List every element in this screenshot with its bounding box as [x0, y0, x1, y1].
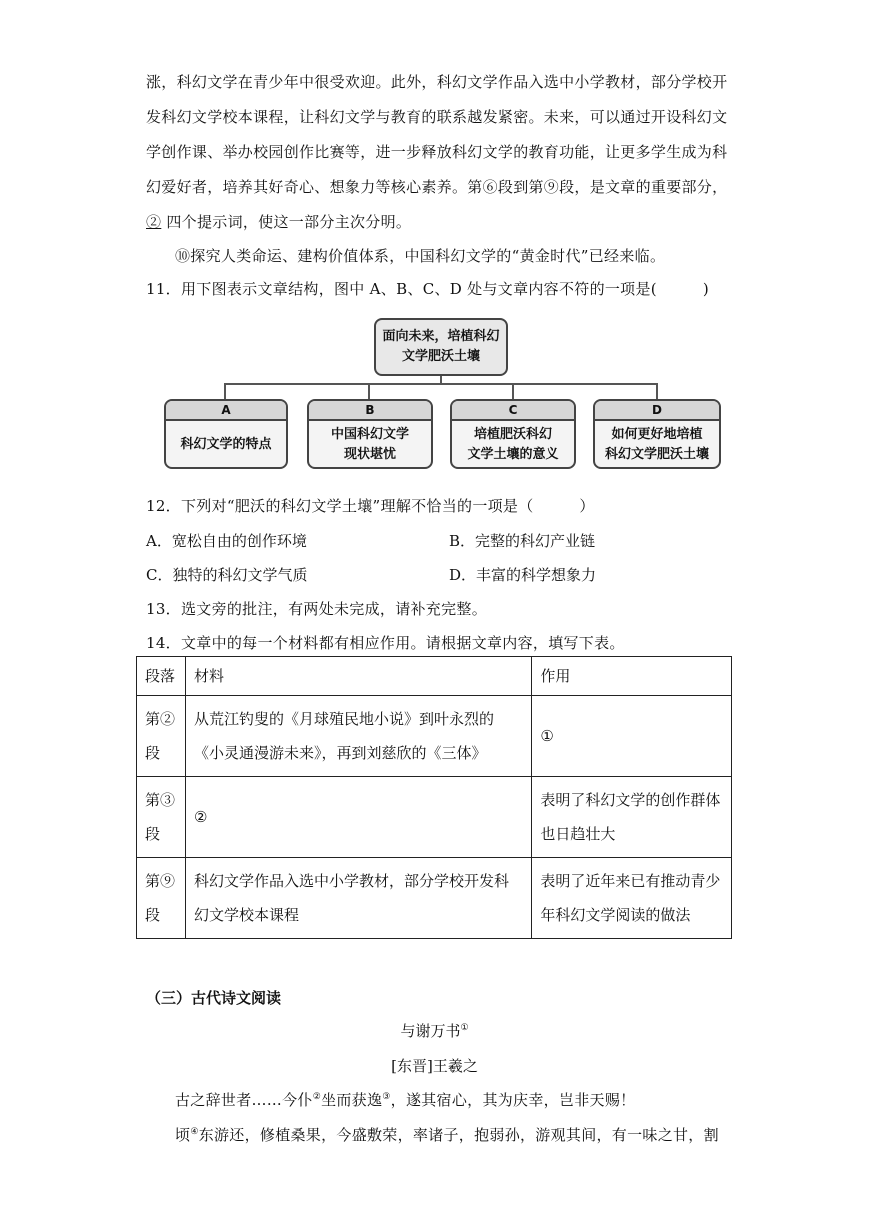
passage-line-3: 学创作课、举办校园创作比赛等，进一步释放科幻文学的教育功能，让更多学生成为科 — [146, 143, 728, 161]
diagram-box-d-line-1: 如何更好地培植 — [611, 427, 703, 442]
table-row — [137, 696, 732, 777]
passage-line-2: 发科幻文学校本课程，让科幻文学与教育的联系越发紧密。未来，可以通过开设科幻文 — [146, 108, 728, 126]
annotation-blank[interactable]: ② — [146, 213, 162, 231]
connector-d — [656, 383, 658, 399]
diagram-box-b-letter: B — [309, 401, 431, 421]
passage-line-1: 涨，科幻文学在青少年中很受欢迎。此外，科幻文学作品入选中小学教材，部分学校开 — [146, 73, 728, 91]
header-effect: 作用 — [532, 657, 732, 696]
section-heading: （三）古代诗文阅读 — [146, 989, 282, 1007]
table-row — [137, 777, 732, 858]
classical-text: 顷 — [175, 1126, 191, 1144]
material-table — [136, 656, 732, 939]
poem-title-note: ① — [460, 1023, 469, 1033]
diagram-box-c — [450, 399, 576, 469]
classical-text: 古之辞世者……今仆 — [175, 1091, 313, 1109]
question-13: 13．选文旁的批注，有两处未完成，请补充完整。 — [146, 600, 487, 618]
connector-b — [368, 383, 370, 399]
structure-diagram — [160, 316, 725, 474]
footnote-mark: ② — [312, 1092, 322, 1102]
table-header-row — [137, 657, 732, 696]
row-1-paragraph: 第②段 — [137, 696, 186, 777]
classical-text: 东游还，修植桑果，今盛敷荣，率诸子，抱弱孙，游观其间，有一味之甘，割 — [198, 1126, 719, 1144]
connector-c — [512, 383, 514, 399]
diagram-box-b-line-1: 中国科幻文学 — [330, 427, 409, 442]
diagram-box-c-line-1: 培植肥沃科幻 — [473, 427, 552, 442]
header-paragraph: 段落 — [137, 657, 186, 696]
diagram-box-b-line-2: 现状堪忧 — [343, 447, 396, 462]
diagram-box-d-letter: D — [595, 401, 719, 421]
diagram-box-a-letter: A — [166, 401, 286, 421]
diagram-box-c-line-2: 文学土壤的意义 — [467, 447, 559, 462]
diagram-box-a-line-1: 科幻文学的特点 — [180, 437, 272, 452]
connector-horizontal — [224, 383, 658, 385]
table-row — [137, 858, 732, 939]
annotation-text: 四个提示词，使这一部分主次分明。 — [161, 213, 412, 231]
diagram-box-c-letter: C — [452, 401, 574, 421]
row-1-material: 从荒江钓叟的《月球殖民地小说》到叶永烈的《小灵通漫游未来》，再到刘慈欣的《三体》 — [185, 696, 531, 777]
connector-a — [224, 383, 226, 399]
option-d[interactable]: D．丰富的科学想象力 — [449, 566, 597, 584]
diagram-root-box — [374, 318, 508, 376]
option-a[interactable]: A．宽松自由的创作环境 — [146, 532, 307, 550]
row-2-paragraph: 第③段 — [137, 777, 186, 858]
header-material: 材料 — [185, 657, 531, 696]
row-1-effect-blank[interactable]: ① — [532, 696, 732, 777]
row-3-paragraph: 第⑨段 — [137, 858, 186, 939]
row-3-effect: 表明了近年来已有推动青少年科幻文学阅读的做法 — [532, 858, 732, 939]
poem-title: 与谢万书 — [400, 1022, 461, 1040]
row-2-material-blank[interactable]: ② — [185, 777, 531, 858]
footnote-mark: ④ — [190, 1127, 199, 1137]
paragraph-10: ⑩探究人类命运、建构价值体系，中国科幻文学的“黄金时代”已经来临。 — [175, 247, 666, 265]
question-14: 14．文章中的每一个材料都有相应作用。请根据文章内容，填写下表。 — [146, 634, 625, 652]
option-b[interactable]: B．完整的科幻产业链 — [449, 532, 596, 550]
footnote-mark: ③ — [382, 1092, 391, 1102]
question-11: 11．用下图表示文章结构，图中 A、B、C、D 处与文章内容不符的一项是( ) — [146, 280, 709, 298]
row-2-effect: 表明了科幻文学的创作群体也日趋壮大 — [532, 777, 732, 858]
diagram-box-a — [164, 399, 288, 469]
option-c[interactable]: C．独特的科幻文学气质 — [146, 566, 308, 584]
passage-line-4: 幻爱好者，培养其好奇心、想象力等核心素养。第⑥段到第⑨段，是文章的重要部分， — [146, 178, 728, 196]
classical-text: 坐而获逸 — [321, 1091, 383, 1109]
diagram-root-line-1: 面向未来，培植科幻 — [382, 329, 500, 344]
diagram-box-b — [307, 399, 433, 469]
question-12: 12．下列对“肥沃的科幻文学土壤”理解不恰当的一项是（ ） — [146, 497, 595, 515]
diagram-root-line-2: 文学肥沃土壤 — [401, 349, 480, 364]
diagram-box-d — [593, 399, 721, 469]
diagram-box-d-line-2: 科幻文学肥沃土壤 — [604, 447, 709, 462]
classical-text: ，遂其宿心，其为庆幸，岂非天赐！ — [390, 1091, 636, 1109]
classical-line-1 — [175, 1089, 635, 1110]
row-3-material: 科幻文学作品入选中小学教材，部分学校开发科幻文学校本课程 — [185, 858, 531, 939]
poem-author: [东晋]王羲之 — [391, 1057, 478, 1075]
annotation-line — [146, 211, 411, 232]
poem-title-line — [0, 1020, 869, 1041]
classical-line-2 — [175, 1124, 719, 1145]
